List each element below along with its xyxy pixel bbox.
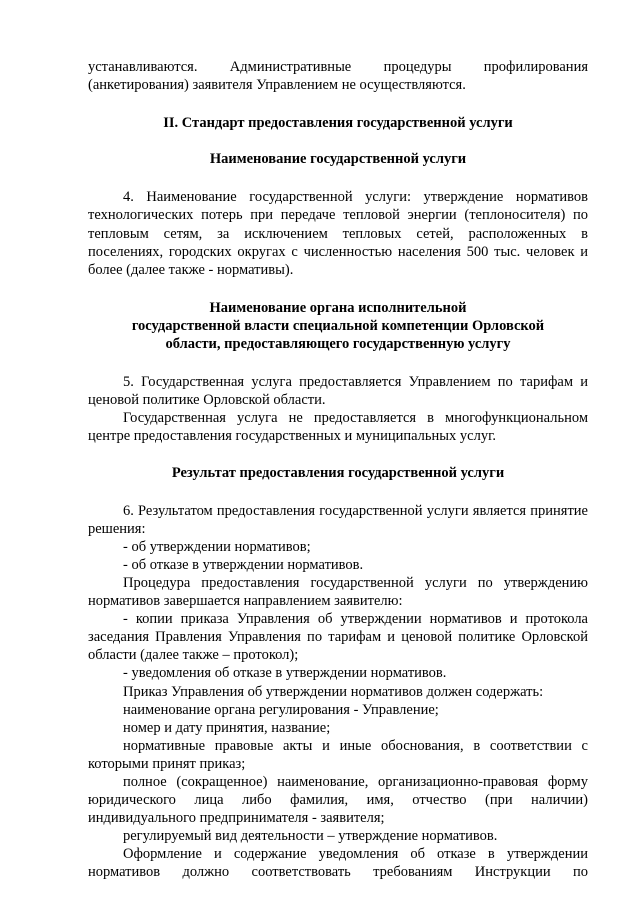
final-paragraph-line-2: нормативов должно соответствовать требованиям Инструкции по <box>88 864 588 881</box>
intro-line-1: устанавливаются. Административные процедуры профилирования <box>88 59 588 75</box>
result-item-1: - об утверждении нормативов; <box>123 538 311 555</box>
notice-item: - уведомления об отказе в утверждении нормативов. <box>123 665 447 682</box>
order-item-5: регулируемый вид деятельности – утверждение нормативов. <box>123 828 498 845</box>
order-item-3: нормативные правовые акты и иные обоснования, в соответствии с которыми принят приказ; <box>88 737 588 772</box>
result-item-2: - об отказе в утверждении нормативов. <box>123 556 364 573</box>
intro-line-2: (анкетирования) заявителя Управлением не осуществляются. <box>88 77 466 94</box>
section-2-title: II. Стандарт предоставления государственной услуги <box>163 115 513 132</box>
copy-item: - копии приказа Управления об утверждении нормативов и протокола заседания Правления Управления по тарифам и ценовой политике Орловской области (далее также – протокол); <box>88 611 588 664</box>
order-item-4: полное (сокращенное) наименование, организационно-правовая форму юридического лица либо фамилия, имя, отчество (при наличии) индивидуального предпринимателя - заявителя; <box>88 774 588 827</box>
result-heading: Результат предоставления государственной услуги <box>171 464 505 481</box>
order-intro: Приказ Управления об утверждении нормативов должен содержать: <box>123 683 544 700</box>
paragraph-5: 5. Государственная услуга предоставляется Управлением по тарифам и ценовой политике Орловской области. <box>88 374 588 409</box>
paragraph-4: 4. Наименование государственной услуги: утверждение нормативов технологических потерь при передаче тепловой энергии (теплоносителя) по тепловым сетям, за исключением тепловых сетей, расположенных в поселениях, городских округах с численностью населения 500 тыс. человек и более (далее также - нормативы). <box>88 189 588 278</box>
procedure-paragraph: Процедура предоставления государственной услуги по утверждению нормативов завершается направлением заявителю: <box>88 574 588 610</box>
authority-heading <box>88 299 588 353</box>
document-page <box>88 58 588 882</box>
service-name-heading: Наименование государственной услуги <box>209 151 467 168</box>
order-item-2: номер и дату принятия, название; <box>123 719 331 736</box>
order-item-1: наименование органа регулирования - Управление; <box>123 701 439 718</box>
authority-heading-line-2: государственной власти специальной компетенции Орловской <box>131 317 545 334</box>
paragraph-6: 6. Результатом предоставления государственной услуги является принятие решения: <box>88 502 588 537</box>
paragraph-5-b: Государственная услуга не предоставляется в многофункциональном центре предоставления государственных и муниципальных услуг. <box>88 410 588 445</box>
authority-heading-line-1: Наименование органа исполнительной <box>209 299 467 316</box>
authority-heading-line-3: области, предоставляющего государственную услугу <box>165 336 511 353</box>
final-paragraph-line-1: Оформление и содержание уведомления об отказе в утверждении <box>123 846 588 863</box>
